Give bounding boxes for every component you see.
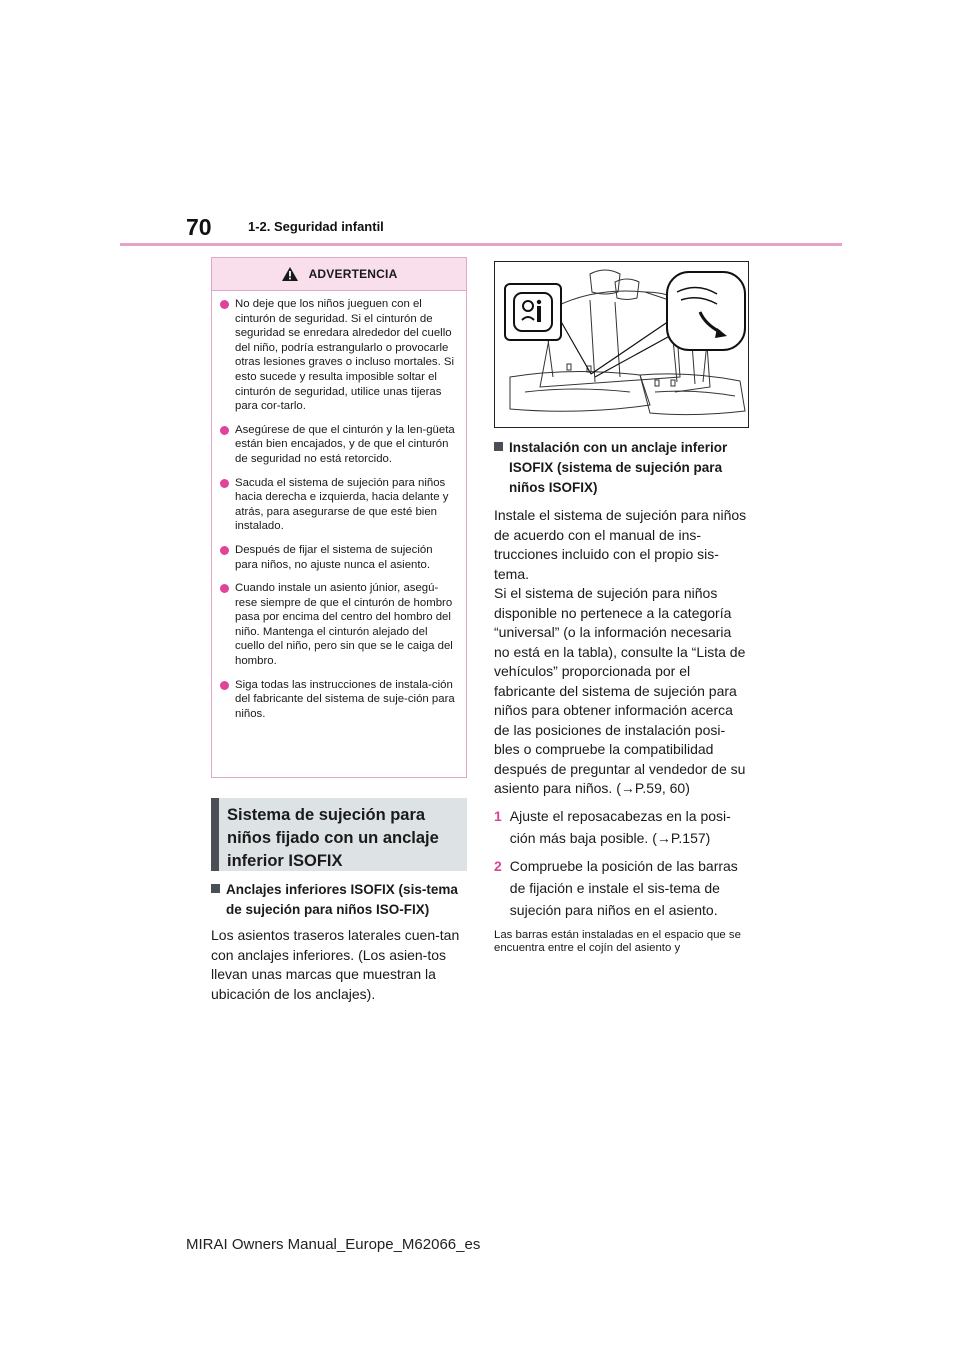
bullet-icon <box>220 426 229 435</box>
subhead-text: Anclajes inferiores ISOFIX (sis-tema de sujeción para niños ISO-FIX) <box>226 882 458 917</box>
subhead-anclajes <box>211 880 467 920</box>
body-text: Instale el sistema de sujeción para niños de acuerdo con el manual de ins-trucciones incluido con el propio sis-tema. <box>494 507 747 582</box>
warning-text: Cuando instale un asiento júnior, asegú-rese siempre de que el cinturón de hombro pasa por encima del centro del hombro del niño. Mantenga el cinturón alejado del cuello del niño, pero sin que se le caiga del hombro. <box>235 582 453 668</box>
warning-text: Sacuda el sistema de sujeción para niños hacia derecha e izquierda, hacia delante y atrás, para asegurarse de que esté bien instalado. <box>235 476 449 533</box>
body-text: Si el sistema de sujeción para niños disponible no pertenece a la categoría “universal” (o la información necesaria no está en la tabla), consulte la “Lista de vehículos” proporcionada por el fabricante del sistema de sujeción para niños para obtener información acerca de las posiciones de instalación posi-bles o compruebe la compatibilidad después de preguntar al vendedor de su asiento para niños. (→P.59, 60) <box>494 585 746 796</box>
step-text: Compruebe la posición de las barras de fijación e instale el sis-tema de sujeción para niños en el asiento. <box>509 857 738 918</box>
step-number: 2 <box>494 857 502 874</box>
step-text: Ajuste el reposacabezas en la posi-ción más baja posible. (→P.157) <box>509 807 731 846</box>
warning-header <box>212 258 466 291</box>
warning-text: Asegúrese de que el cinturón y la len-güeta están bien encajados, y de que el cinturón de seguridad no está retorcido. <box>235 423 455 465</box>
bullet-icon <box>220 479 229 488</box>
isofix-seat-illustration <box>494 261 749 428</box>
bullet-icon <box>220 681 229 690</box>
list-item <box>220 678 456 722</box>
warning-text: Siga todas las instrucciones de instala-ción del fabricante del sistema de suje-ción para niños. <box>235 678 455 720</box>
list-item <box>220 423 456 467</box>
rear-seat-drawing <box>495 262 749 428</box>
list-item <box>220 581 456 669</box>
body-text: Los asientos traseros laterales cuen-tan con anclajes inferiores. (Los asien-tos llevan unas marcas que muestran la ubicación de los anclajes). <box>211 927 460 1002</box>
warning-text: No deje que los niños jueguen con el cinturón de seguridad. Si el cinturón de seguridad se enredara alrededor del cuello del niño, podría estrangularlo o provocarle otras lesiones graves o incluso mortales. Si esto sucede y resulta imposible soltar el cinturón de seguridad, utilice unas tijeras para cor-tarlo. <box>235 298 455 413</box>
right-column <box>494 438 750 956</box>
list-item <box>220 476 456 534</box>
left-column <box>211 880 467 1004</box>
page-number: 70 <box>186 214 212 240</box>
footer-text: MIRAI Owners Manual_Europe_M62066_es <box>186 1236 481 1253</box>
step-1 <box>494 805 750 849</box>
square-bullet-icon <box>494 442 503 451</box>
bullet-icon <box>220 584 229 593</box>
list-item <box>220 543 456 572</box>
header-rule <box>120 243 842 246</box>
section-heading <box>211 798 467 871</box>
note-text: Las barras están instaladas en el espacio que se encuentra entre el cojín del asiento y <box>494 928 741 954</box>
warning-box <box>211 257 467 778</box>
bullet-icon <box>220 300 229 309</box>
section-title: 1-2. Seguridad infantil <box>248 219 384 234</box>
square-bullet-icon <box>211 884 220 893</box>
warning-triangle-icon <box>281 266 299 282</box>
warning-title: ADVERTENCIA <box>308 267 398 281</box>
step-number: 1 <box>494 807 502 824</box>
step-2 <box>494 855 750 921</box>
list-item <box>220 297 456 414</box>
section-heading-text: Sistema de sujeción para niños fijado con un anclaje inferior ISOFIX <box>227 806 439 870</box>
subhead-instalacion <box>494 438 750 498</box>
warning-list <box>212 291 466 721</box>
bullet-icon <box>220 546 229 555</box>
subhead-text: Instalación con un anclaje inferior ISOFIX (sistema de sujeción para niños ISOFIX) <box>509 440 728 495</box>
warning-text: Después de fijar el sistema de sujeción para niños, no ajuste nunca el asiento. <box>235 543 433 571</box>
